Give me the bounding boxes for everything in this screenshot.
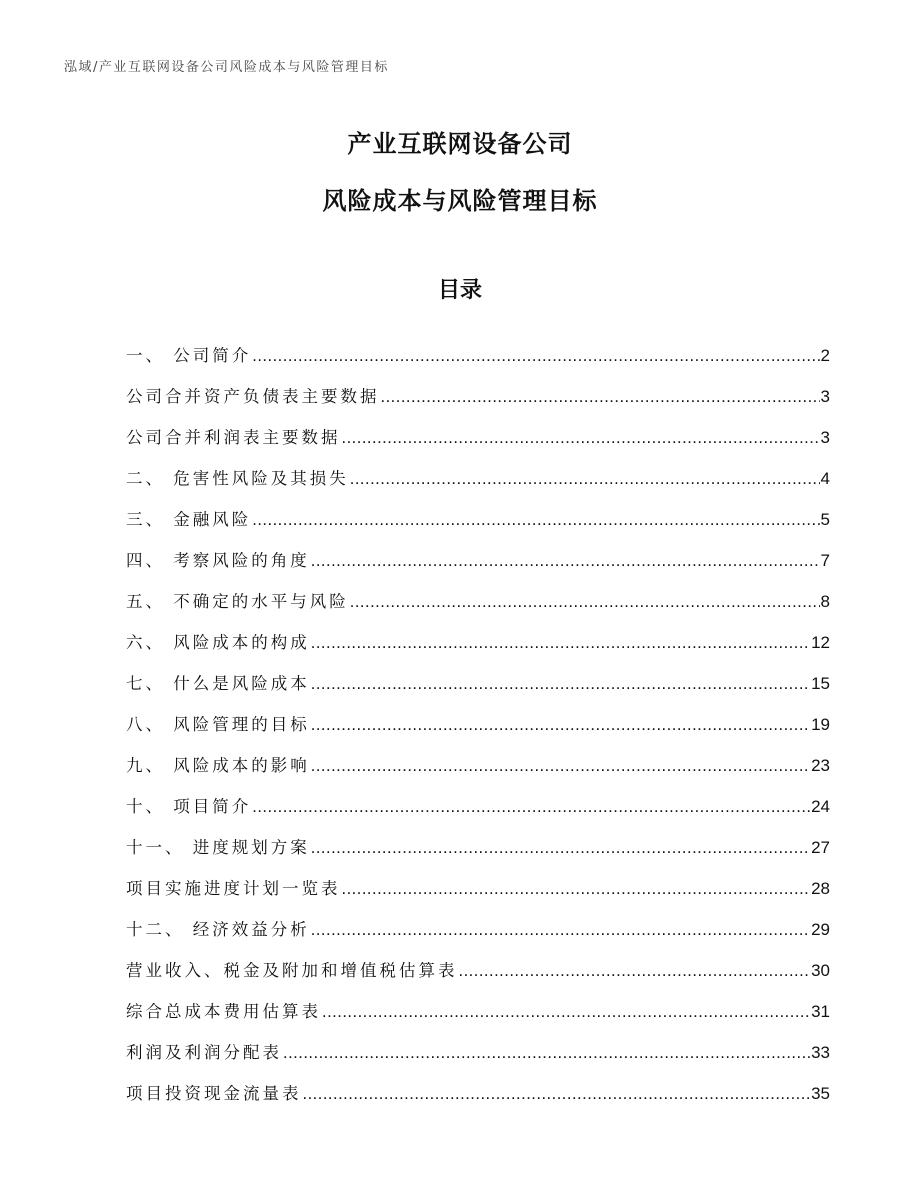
toc-entry-page: 7 [820, 551, 830, 570]
toc-entry[interactable] [126, 612, 830, 653]
toc-leader-dots [311, 675, 810, 694]
toc-entry-label: 十二、 经济效益分析 [126, 920, 310, 939]
toc-entry[interactable] [126, 899, 830, 940]
toc-entry-label: 十一、 进度规划方案 [126, 838, 310, 857]
toc-entry[interactable] [126, 653, 830, 694]
toc-leader-dots [252, 347, 819, 366]
toc-entry-page: 12 [811, 633, 830, 652]
toc-entry[interactable] [126, 407, 830, 448]
toc-entry[interactable] [126, 571, 830, 612]
toc-entry-page: 3 [820, 428, 830, 447]
toc-entry-page: 23 [811, 756, 830, 775]
toc-entry[interactable] [126, 489, 830, 530]
toc-entry-label: 一、 公司简介 [126, 346, 252, 365]
toc-entry[interactable] [126, 530, 830, 571]
toc-entry-label: 五、 不确定的水平与风险 [126, 592, 349, 611]
toc-entry-label: 公司合并利润表主要数据 [126, 428, 341, 447]
toc-entry-label: 公司合并资产负债表主要数据 [126, 387, 380, 406]
toc-entry-page: 27 [811, 838, 830, 857]
toc-entry-page: 8 [820, 592, 830, 611]
toc-entry-page: 33 [811, 1043, 830, 1062]
page-header: 泓域/产业互联网设备公司风险成本与风险管理目标 [64, 60, 389, 75]
toc-entry-label: 十、 项目简介 [126, 797, 252, 816]
toc-leader-dots [459, 962, 811, 981]
toc-leader-dots [252, 511, 819, 530]
toc-leader-dots [311, 716, 810, 735]
toc-leader-dots [252, 798, 810, 817]
toc-entry-label: 营业收入、税金及附加和增值税估算表 [126, 961, 458, 980]
toc-entry-page: 24 [811, 797, 830, 816]
toc-entry-label: 六、 风险成本的构成 [126, 633, 310, 652]
toc-entry-page: 19 [811, 715, 830, 734]
toc-leader-dots [303, 1085, 811, 1104]
toc-entry-label: 综合总成本费用估算表 [126, 1002, 321, 1021]
toc-entry[interactable] [126, 1063, 830, 1104]
toc-leader-dots [342, 429, 820, 448]
toc-leader-dots [311, 921, 810, 940]
toc-entry[interactable] [126, 776, 830, 817]
toc-leader-dots [342, 880, 811, 899]
toc-leader-dots [322, 1003, 810, 1022]
toc-entry[interactable] [126, 1022, 830, 1063]
toc-entry-label: 项目投资现金流量表 [126, 1084, 302, 1103]
toc-leader-dots [311, 839, 810, 858]
toc-heading: 目录 [437, 278, 482, 303]
toc-entry[interactable] [126, 694, 830, 735]
toc-entry[interactable] [126, 858, 830, 899]
toc-leader-dots [283, 1044, 810, 1063]
toc-entry[interactable] [126, 448, 830, 489]
toc-entry-label: 九、 风险成本的影响 [126, 756, 310, 775]
toc-entry-page: 35 [811, 1084, 830, 1103]
toc-entry-page: 2 [820, 346, 830, 365]
toc-leader-dots [381, 388, 820, 407]
toc-entry-label: 利润及利润分配表 [126, 1043, 282, 1062]
toc-entry[interactable] [126, 817, 830, 858]
toc-entry-page: 5 [820, 510, 830, 529]
toc-leader-dots [350, 593, 820, 612]
toc-entry[interactable] [126, 366, 830, 407]
table-of-contents [126, 325, 830, 1104]
document-title-line1: 产业互联网设备公司 [347, 130, 573, 158]
toc-entry-label: 七、 什么是风险成本 [126, 674, 310, 693]
toc-entry-page: 31 [811, 1002, 830, 1021]
toc-leader-dots [311, 552, 820, 571]
toc-entry-page: 28 [811, 879, 830, 898]
toc-entry-label: 三、 金融风险 [126, 510, 252, 529]
toc-entry[interactable] [126, 325, 830, 366]
document-title-line2: 风险成本与风险管理目标 [322, 187, 598, 215]
toc-entry-label: 四、 考察风险的角度 [126, 551, 310, 570]
toc-entry[interactable] [126, 735, 830, 776]
toc-entry[interactable] [126, 940, 830, 981]
toc-leader-dots [311, 757, 810, 776]
toc-leader-dots [311, 634, 810, 653]
toc-entry-page: 15 [811, 674, 830, 693]
toc-entry-label: 八、 风险管理的目标 [126, 715, 310, 734]
toc-leader-dots [350, 470, 820, 489]
toc-entry[interactable] [126, 981, 830, 1022]
toc-entry-page: 4 [820, 469, 830, 488]
toc-entry-label: 项目实施进度计划一览表 [126, 879, 341, 898]
toc-entry-label: 二、 危害性风险及其损失 [126, 469, 349, 488]
toc-entry-page: 30 [811, 961, 830, 980]
toc-entry-page: 3 [820, 387, 830, 406]
toc-entry-page: 29 [811, 920, 830, 939]
